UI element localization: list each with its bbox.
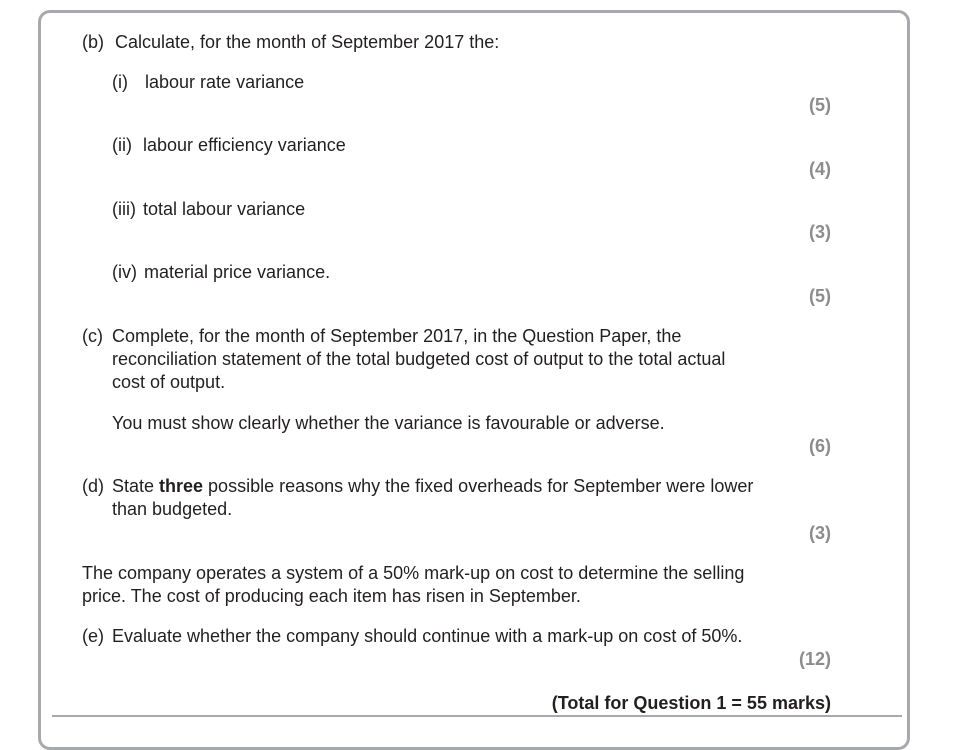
marks-e: (12) xyxy=(798,649,831,669)
part-d-post: possible reasons why the fixed overheads for September were lower xyxy=(203,476,754,496)
item-text: labour efficiency variance xyxy=(143,135,346,155)
part-c-line-1: Complete, for the month of September 2017, in the Question Paper, the xyxy=(112,326,682,346)
part-d-pre: State xyxy=(112,476,160,496)
part-c-note: You must show clearly whether the variance is favourable or adverse. xyxy=(112,413,665,433)
part-b-label: (b) xyxy=(82,32,104,52)
part-c-line-2: reconciliation statement of the total budgeted cost of output to the total actual xyxy=(112,349,726,369)
part-d-line-2: than budgeted. xyxy=(112,499,233,519)
marks-b-i: (5) xyxy=(809,95,831,115)
item-text: labour rate variance xyxy=(145,72,305,92)
part-d-line-1 xyxy=(112,475,753,498)
intro-line-2: price. The cost of producing each item has risen in September. xyxy=(82,586,581,606)
item-text: total labour variance xyxy=(143,199,306,219)
intro-line-1: The company operates a system of a 50% mark-up on cost to determine the selling xyxy=(82,563,745,583)
marks-b-ii: (4) xyxy=(809,159,831,179)
part-d-label: (d) xyxy=(82,476,104,496)
marks-c: (6) xyxy=(809,436,831,456)
part-b-item-ii xyxy=(112,134,346,157)
part-e-text: Evaluate whether the company should continue with a mark-up on cost of 50%. xyxy=(112,626,743,646)
part-c-line-3: cost of output. xyxy=(112,372,226,392)
part-b-stem xyxy=(82,31,499,54)
item-text: material price variance. xyxy=(144,262,331,282)
item-label: (ii) xyxy=(112,135,132,155)
item-label: (i) xyxy=(112,72,128,92)
part-b-item-iv xyxy=(112,261,330,284)
part-b-item-iii xyxy=(112,198,305,221)
total-marks: (Total for Question 1 = 55 marks) xyxy=(551,693,831,713)
marks-b-iv: (5) xyxy=(809,286,831,306)
part-b-item-i xyxy=(112,71,304,94)
part-e-label: (e) xyxy=(82,626,104,646)
bottom-rule xyxy=(52,715,902,717)
part-c-label: (c) xyxy=(82,326,103,346)
part-d-bold: three xyxy=(159,476,204,496)
marks-b-iii: (3) xyxy=(809,222,831,242)
item-label: (iv) xyxy=(112,262,137,282)
part-b-text: Calculate, for the month of September 2017 the: xyxy=(115,32,500,52)
marks-d: (3) xyxy=(809,523,831,543)
item-label: (iii) xyxy=(112,199,136,219)
